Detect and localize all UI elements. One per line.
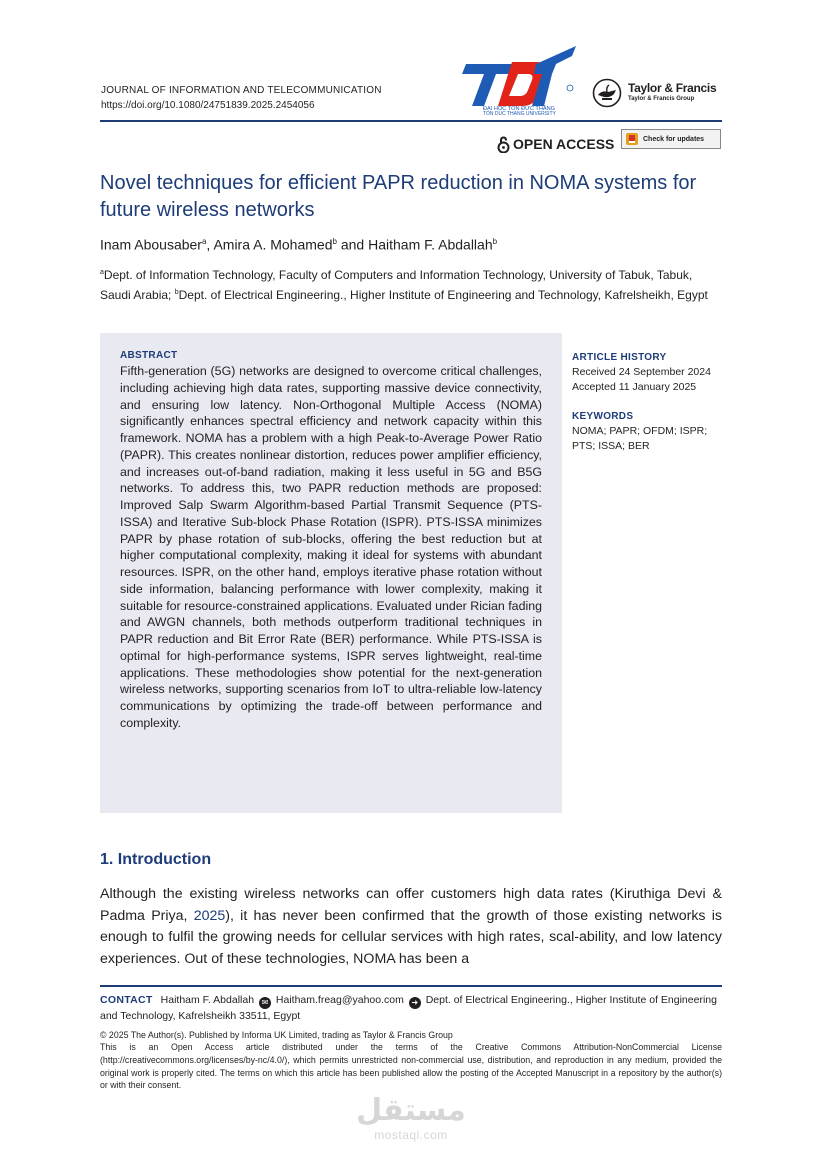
author-list (100, 232, 497, 255)
contact-address: Dept. of Electrical Engineering., Higher Institute of Engineering and Technology, Kafrelsheikh 33511, Egypt (100, 994, 717, 1022)
affiliation-text: Dept. of Information Technology, Faculty of Computers and Information Technology, University of Tabuk, Tabuk, Saudi Arabia; (100, 268, 693, 302)
journal-name: JOURNAL OF INFORMATION AND TELECOMMUNICATION (101, 85, 382, 96)
author-separator: and (336, 236, 369, 253)
footer-rule (100, 985, 722, 987)
author-name: Haitham F. Abdallah (368, 236, 493, 253)
check-for-updates-button[interactable] (621, 129, 721, 149)
open-lock-icon (497, 136, 510, 153)
article-title: Novel techniques for efficient PAPR reduction in NOMA systems for future wireless networks (100, 172, 697, 221)
email-icon: ✉ (259, 997, 271, 1009)
keywords-label: KEYWORDS (572, 411, 634, 422)
article-history-label: ARTICLE HISTORY (572, 352, 667, 363)
intro-paragraph (100, 884, 722, 970)
abstract-label: ABSTRACT (120, 350, 178, 361)
license-text: This is an Open Access article distributed under the terms of the Creative Commons Attribution-NonCommercial License (http://creativecommons.org/licenses/by-nc/4.0/), which permits unrestricted non-commercial use, distribution, and reproduction in any medium, provided the original work is properly cited. The terms on which this article has been published allow the posting of the Accepted Manuscript in a repository by the author(s) or with their consent. (100, 1042, 722, 1091)
intro-text: ), it has never been confirmed that the growth of those existing networks is enough to fulfil the growing needs for cellular services with high rates, scal-ability, and low latency experiences. Out of these technologies, NOMA has been a (100, 907, 722, 967)
author-name: Inam Abousaber (100, 236, 202, 253)
received-date: Received 24 September 2024 (572, 366, 711, 378)
header-rule (100, 120, 722, 122)
contact-email[interactable]: Haitham.freag@yahoo.com (275, 994, 404, 1006)
publisher-logo (592, 78, 724, 110)
affiliation-text: Dept. of Electrical Engineering., Higher Institute of Engineering and Technology, Kafrelsheikh, Egypt (178, 288, 708, 302)
contact-label: CONTACT (100, 994, 153, 1006)
publisher-name: Taylor & Francis (628, 81, 717, 95)
publisher-group: Taylor & Francis Group (628, 96, 695, 102)
author-name: Amira A. Mohamed (213, 236, 333, 253)
tdt-name-en: TON DUC THANG UNIVERSITY (483, 111, 556, 116)
address-icon: ➜ (409, 997, 421, 1009)
keywords-list: NOMA; PAPR; OFDM; ISPR; PTS; ISSA; BER (572, 425, 708, 452)
tdt-logo-mark (462, 46, 576, 106)
author-separator: , (206, 236, 214, 253)
author-affiliation-mark: a (201, 237, 207, 246)
copyright-line: © 2025 The Author(s). Published by Informa UK Limited, trading as Taylor & Francis Group (100, 1030, 453, 1040)
doi-link[interactable]: https://doi.org/10.1080/24751839.2025.2454056 (101, 100, 315, 111)
section-heading: 1. Introduction (100, 851, 212, 868)
watermark-latin: mostaql.com (374, 1128, 448, 1142)
article-history (572, 350, 722, 395)
contact-name: Haitham F. Abdallah (160, 994, 255, 1006)
affiliations (100, 264, 724, 304)
abstract-text: Fifth-generation (5G) networks are designed to overcome critical challenges, including achieving high data rates, supporting massive device connectivity, and ensuring low latency. Non-Orthogonal Multiple Access (NOMA) significantly enhances spectral efficiency and network capacity within this framework. NOMA has a problem with a high Peak-to-Average Power Ratio (PAPR). This creates nonlinear distortion, reduces power amplifier efficiency, and increases out-of-band radiation, making it less useful in 5G and B5G networks. To address this, two PAPR reduction methods are proposed: Improved Salp Swarm Algorithm-based Partial Transmit Sequence (PTS-ISSA) and Iterative Sub-block Phase Rotation (ISPR). PTS-ISSA minimizes PAPR by phase rotation of sub-blocks, offering the best reduction but at higher computational complexity, making it ideal for systems with abundant resources. ISPR, on the other hand, employs iterative phase rotation without side information, balancing performance with lower complexity, making it suitable for resource-constrained applications. Evaluated under Rician fading and AWGN channels, both methods outperform traditional techniques in PAPR reduction and Bit Error Rate (BER) performance. While PTS-ISSA is optimal for high-performance systems, ISPR serves lightweight, real-time applications. These methodologies show potential for the next-generation wireless networks, supporting scenarios from IoT to ultra-reliable low-latency communications by optimizing the trade-off between performance and complexity. (120, 364, 542, 730)
affiliation-mark: a (100, 269, 104, 276)
tdt-name-vi: ĐẠI HỌC TÔN ĐỨC THẮNG (483, 106, 556, 112)
open-access-badge (497, 134, 614, 154)
author-affiliation-mark: b (332, 237, 337, 246)
open-access-label: OPEN ACCESS (513, 136, 615, 152)
tdt-university-logo (452, 44, 578, 116)
affiliation-mark: b (174, 289, 179, 296)
updates-icon (625, 132, 639, 146)
accepted-date: Accepted 11 January 2025 (572, 381, 697, 393)
check-for-updates-label: Check for updates (643, 135, 705, 143)
citation-link[interactable]: 2025 (193, 907, 226, 924)
author-affiliation-mark: b (492, 237, 498, 246)
keywords-section (572, 409, 722, 454)
intro-text: Although the existing wireless networks can offer customers high data rates (Kiruthiga Devi & Padma Priya, (100, 886, 722, 924)
watermark (356, 1094, 466, 1142)
watermark-arabic: مستقل (356, 1093, 466, 1128)
contact-block (100, 993, 724, 1024)
publisher-lamp-icon (592, 78, 622, 108)
